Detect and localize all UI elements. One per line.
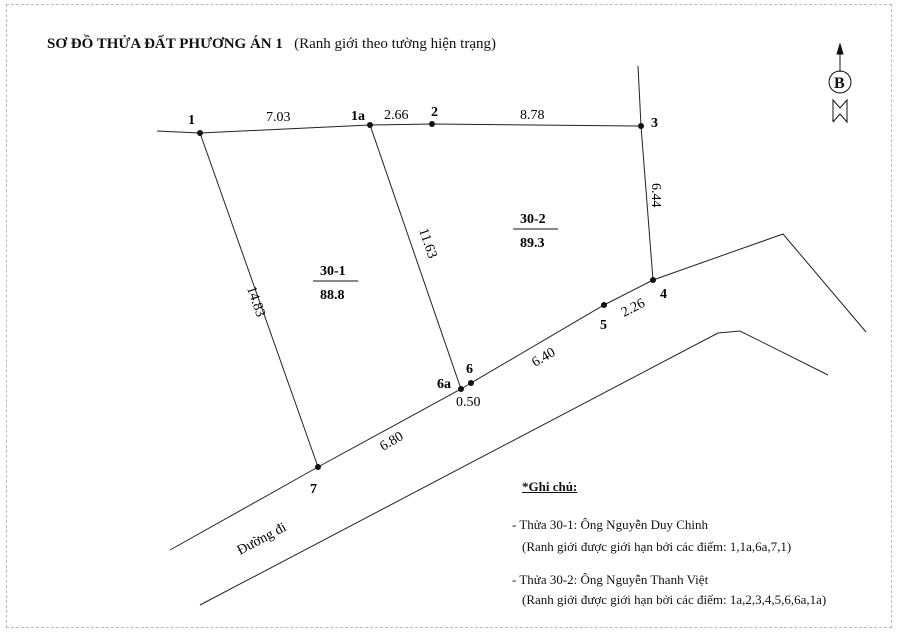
boundary-1a-6a (370, 125, 461, 389)
note-line-4: (Ranh giới được giới hạn bởi các điểm: 1a,2,3,4,5,6,6a,1a) (522, 592, 827, 607)
road-lower-edge (200, 331, 828, 605)
dim-5-6: 6.40 (529, 345, 559, 371)
point-6a-marker (458, 386, 464, 392)
point-1-marker (197, 130, 203, 136)
note-line-2: (Ranh giới được giới hạn bởi các điểm: 1,1a,6a,7,1) (522, 539, 792, 554)
north-label: B (834, 75, 845, 92)
point-4-marker (650, 277, 656, 283)
point-label-5: 5 (600, 318, 607, 333)
top-boundary-line (157, 124, 641, 133)
lot-30-2-id: 30-2 (520, 212, 546, 227)
notes-heading: *Ghi chú: (522, 479, 578, 494)
extension-line-3 (638, 66, 641, 126)
point-2-marker (429, 121, 435, 127)
point-label-6: 6 (466, 362, 473, 377)
lot-30-2-area: 89.3 (520, 236, 545, 251)
title-main: SƠ ĐỒ THỬA ĐẤT PHƯƠNG ÁN 1 (47, 36, 283, 52)
dim-1a-6a: 11.63 (415, 226, 440, 261)
point-1a-marker (367, 122, 373, 128)
point-label-1a: 1a (351, 109, 365, 124)
point-label-1: 1 (188, 113, 195, 128)
title-sub: (Ranh giới theo tường hiện trạng) (294, 36, 496, 52)
note-line-3: - Thửa 30-2: Ông Nguyễn Thanh Việt (512, 572, 709, 587)
point-label-6a: 6a (437, 377, 451, 392)
point-label-7: 7 (310, 482, 317, 497)
point-label-4: 4 (660, 287, 667, 302)
point-6-marker (468, 380, 474, 386)
dim-4-5: 2.26 (619, 296, 648, 321)
dim-6a-7: 6.80 (377, 429, 407, 455)
dim-3-4: 6.44 (648, 183, 663, 208)
north-arrow-icon (829, 44, 851, 122)
lot-30-1-area: 88.8 (320, 288, 345, 303)
note-line-1: - Thửa 30-1: Ông Nguyễn Duy Chinh (512, 517, 709, 532)
point-5-marker (601, 302, 607, 308)
point-label-3: 3 (651, 116, 658, 131)
dim-1a-2: 2.66 (384, 108, 409, 123)
point-label-2: 2 (431, 105, 438, 120)
dim-2-3: 8.78 (520, 108, 545, 123)
dim-6-6a: 0.50 (456, 395, 481, 410)
dim-7-1: 14.83 (243, 284, 268, 320)
point-3-marker (638, 123, 644, 129)
road-label: Đường đi (234, 520, 290, 559)
point-7-marker (315, 464, 321, 470)
lot-30-1-id: 30-1 (320, 264, 346, 279)
dim-1-1a: 7.03 (266, 110, 291, 125)
road-upper-edge (170, 234, 866, 550)
